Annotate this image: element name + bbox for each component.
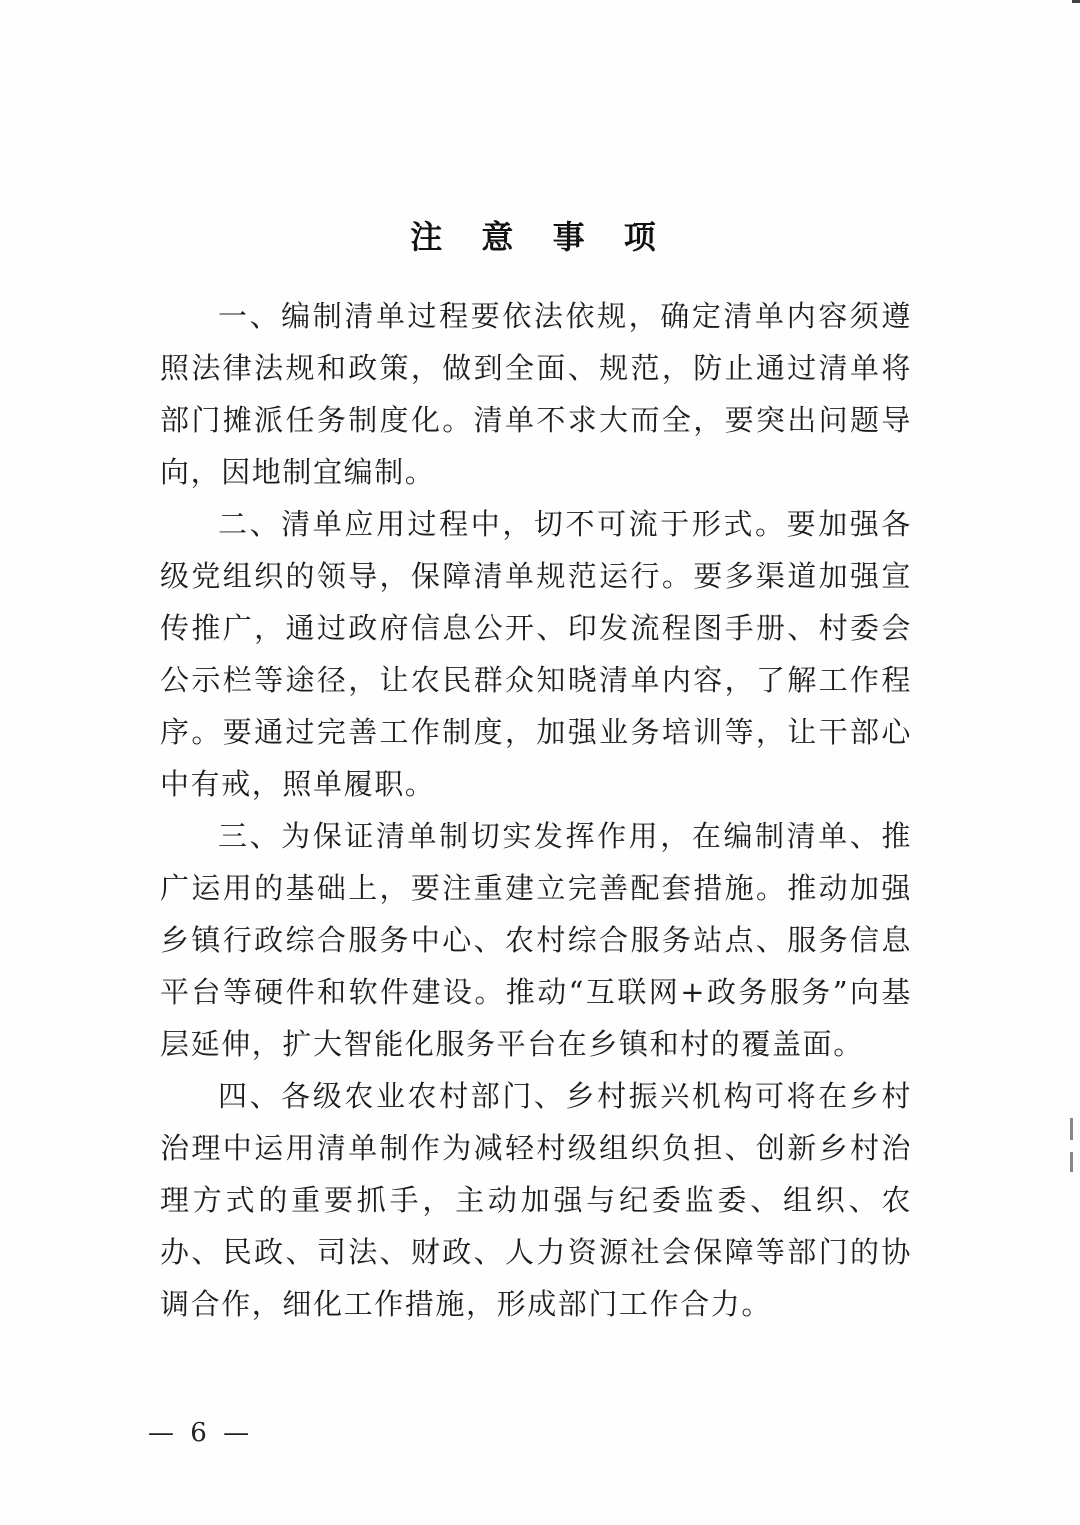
document-body [160,290,912,1330]
scan-edge-mark [1070,1118,1073,1140]
scan-corner-mark [1072,0,1080,3]
scan-edge-mark [1070,1152,1073,1172]
paragraph-4: 四、各级农业农村部门、乡村振兴机构可将在乡村治理中运用清单制作为减轻村级组织负担、创新乡村治理方式的重要抓手，主动加强与纪委监委、组织、农办、民政、司法、财政、人力资源社会保障等部门的协调合作，细化工作措施，形成部门工作合力。 [160,1079,912,1321]
page-number: — 6 — [148,1418,254,1448]
paragraph-2: 二、清单应用过程中，切不可流于形式。要加强各级党组织的领导，保障清单规范运行。要多渠道加强宣传推广，通过政府信息公开、印发流程图手册、村委会公示栏等途径，让农民群众知晓清单内容，了解工作程序。要通过完善工作制度，加强业务培训等，让干部心中有戒，照单履职。 [160,507,912,801]
paragraph-3: 三、为保证清单制切实发挥作用，在编制清单、推广运用的基础上，要注重建立完善配套措施。推动加强乡镇行政综合服务中心、农村综合服务站点、服务信息平台等硬件和软件建设。推动“互联网+政务服务”向基层延伸，扩大智能化服务平台在乡镇和村的覆盖面。 [160,819,912,1061]
page-title: 注 意 事 项 [410,218,670,257]
paragraph-1: 一、编制清单过程要依法依规，确定清单内容须遵照法律法规和政策，做到全面、规范，防止通过清单将部门摊派任务制度化。清单不求大而全，要突出问题导向，因地制宜编制。 [160,299,912,489]
